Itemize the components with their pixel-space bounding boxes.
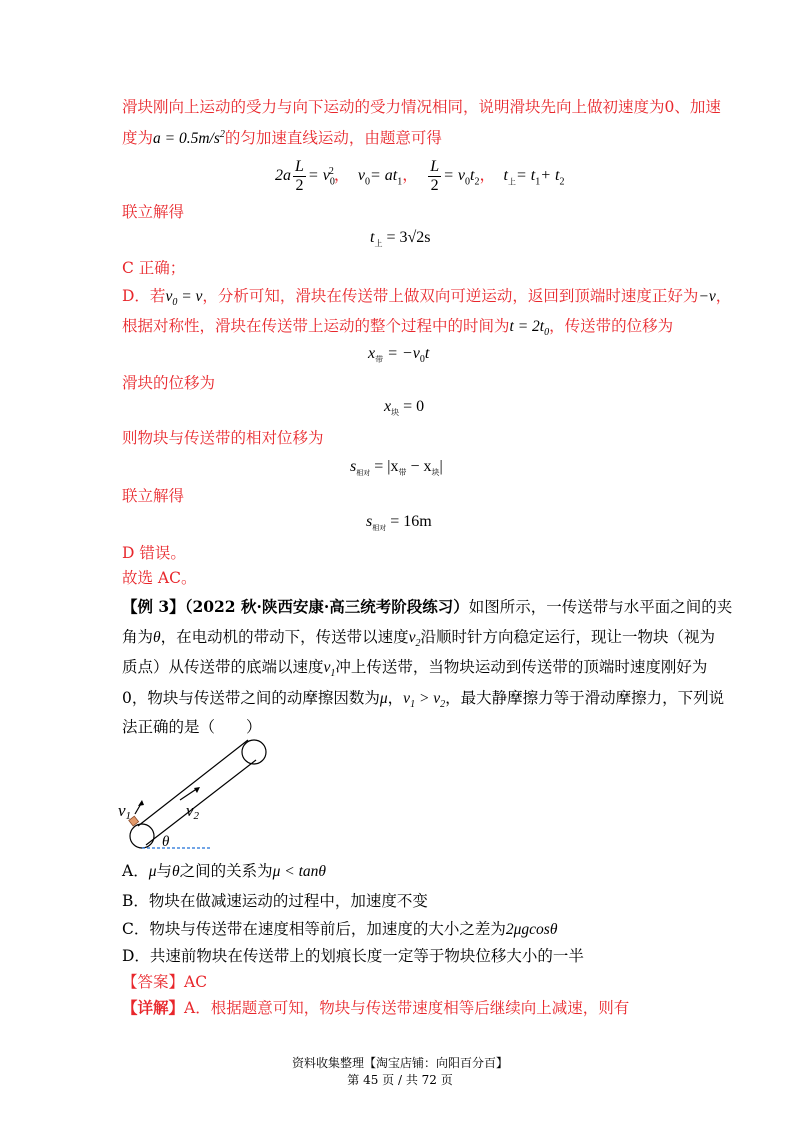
equation-5: $s_{相对} = |x_带 - x_块|$: [350, 458, 443, 478]
equation-1: 2a $\frac{L}{2}$ = $v_0^2$， $v_0= at_1$， $\frac{L}{2}$ = $v_0t_2$， $t_上= t_1+ t_2$: [275, 158, 565, 194]
text-line-5: D．若$v_0 = v$，分析可知，滑块在传送带上做双向可逆运动，返回到顶端时速度正好为−v，: [122, 287, 732, 309]
text-line-4: C 正确；: [122, 259, 186, 277]
text-line-10: D 错误。: [122, 544, 186, 562]
text-line-3: 联立解得: [122, 203, 185, 221]
example-line-4: 0，物块与传送带之间的动摩擦因数为μ，$v_1 > v_2$，最大静摩擦力等于滑动摩擦力，下列说: [122, 689, 725, 711]
label-v1: v1: [118, 801, 132, 822]
option-b[interactable]: B．物块在做减速运动的过程中，加速度不变: [122, 892, 428, 910]
text-line-1: 滑块刚向上运动的受力与向下运动的受力情况相同，说明滑块先向上做初速度为0、加速: [122, 98, 721, 116]
example-line-2: 角为θ，在电动机的带动下，传送带以速度$v_2$沿顺时针方向稳定运行，现让一物块（视为: [122, 628, 716, 650]
v1-arrow-head: [138, 800, 144, 806]
example-line-3: 质点）从传送带的底端以速度$v_1$冲上传送带，当物块运动到传送带的顶端时速度刚好为: [122, 658, 708, 680]
bottom-pulley: [130, 824, 154, 848]
option-c[interactable]: C．物块与传送带在速度相等前后，加速度的大小之差为2μgcosθ: [122, 920, 558, 938]
text-line-7: 滑块的位移为: [122, 374, 216, 392]
text-line-8: 则物块与传送带的相对位移为: [122, 429, 324, 447]
example-source: （2022 秋·陕西安康·高三统考阶段练习）: [184, 597, 469, 616]
label-v2: v2: [186, 801, 200, 822]
text-line-9: 联立解得: [122, 487, 185, 505]
answer-line: 【答案】AC: [122, 973, 208, 991]
text-line-2-a: 度为: [122, 129, 154, 148]
equation-2: $t_上 = 3√2s$: [370, 229, 431, 249]
label-theta: θ: [162, 834, 170, 850]
inline-acceleration: $a = 0.5m/s^2$: [153, 129, 225, 148]
text-line-6: 根据对称性，滑块在传送带上运动的整个过程中的时间为$t = 2t_0$，传送带的位移为: [122, 317, 674, 339]
conveyor-belt-figure: [118, 738, 278, 850]
text-line-2-b: 的匀加速直线运动，由题意可得: [224, 129, 442, 148]
belt-bottom-edge: [146, 760, 256, 845]
equation-6: $s_{相对} = 16m$: [366, 513, 432, 533]
example-tag: 【例 3】: [122, 597, 185, 616]
text-line-2: [122, 124, 442, 150]
detail-line: 【详解】A．根据题意可知，物块与传送带速度相等后继续向上减速，则有: [122, 998, 630, 1017]
example-line-5: 法正确的是（ ）: [122, 718, 262, 736]
footer-page-number: 第 45 页 / 共 72 页: [347, 1073, 453, 1087]
footer-source: 资料收集整理【淘宝店铺：向阳百分百】: [291, 1056, 508, 1070]
top-pulley: [242, 740, 266, 764]
equation-4: $x_块 = 0$: [384, 398, 425, 418]
equation-3: $x_带 = -v_0t$: [368, 345, 430, 366]
example-line-1: 【例 3】（2022 秋·陕西安康·高三统考阶段练习）如图所示，一传送带与水平面之间的夹: [122, 597, 733, 616]
text-line-11: 故选 AC。: [122, 569, 197, 587]
option-a[interactable]: A．μ与θ之间的关系为μ < tanθ: [122, 862, 327, 880]
option-d[interactable]: D．共速前物块在传送带上的划痕长度一定等于物块位移大小的一半: [122, 947, 584, 965]
